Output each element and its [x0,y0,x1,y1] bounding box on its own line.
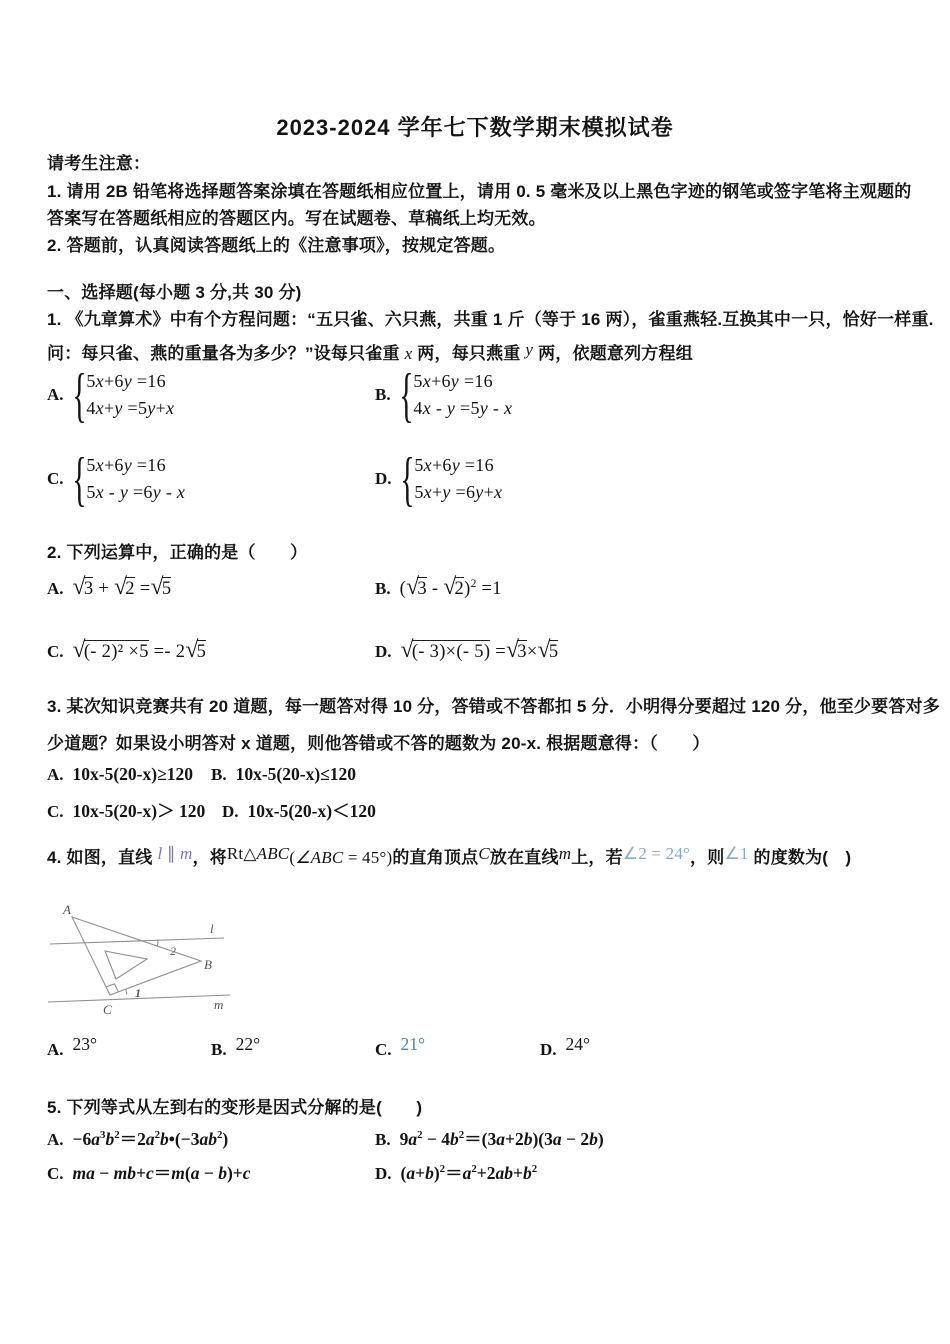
q5-option-a [47,1126,228,1151]
q1-option-c [47,446,186,512]
option-label: D. [222,802,239,821]
option-label: D. [540,1040,557,1059]
option-expression: 10x-5(20-x)＜120 [247,801,376,821]
q5-option-b [375,1126,604,1151]
section-1-heading: 一、选择题(每小题 3 分,共 30 分) [47,283,302,302]
q1-option-b [375,362,513,428]
question-1-line-1: 1. 《九章算术》中有个方程问题：“五只雀、六只燕，共重 1 斤（等于 16 两），雀重燕轻.互换其中一只，恰好一样重. [47,310,934,329]
q4-figure [48,897,248,1019]
option-label: D. [375,469,392,488]
option-label: A. [47,579,64,598]
equation-line: 5x - y =6y - x [86,482,186,502]
angle-2-label: 2 [170,944,176,958]
option-formula: $9a^2 - 4b^2=(3a+2b)(3a - 2b)$ [399,1129,604,1149]
q2-option-b [375,574,502,600]
equation-line: 5x+6y =16 [413,371,493,391]
equation-line: 4x+y =5y+x [86,398,175,418]
option-label: B. [375,1130,391,1149]
q2-option-c [47,637,207,663]
notice-heading: 请考生注意： [47,154,151,173]
equation-line: 5x+6y =16 [86,455,166,475]
equation-line: 5x+6y =16 [86,371,166,391]
option-label: C. [375,1040,392,1059]
option-label: C. [47,642,64,661]
option-label: C. [47,802,64,821]
notice-line-1: 1. 请用 2B 铅笔将选择题答案涂填在答题纸相应位置上，请用 0. 5 毫米及以上黑色字迹的钢笔或签字笔将主观题的 [47,182,912,201]
option-label: B. [375,385,391,404]
option-value: 22° [235,1034,261,1054]
angle-1-arc [126,989,127,995]
system-brace: { [71,362,87,428]
inner-triangle-hole [105,951,147,979]
option-expression: 10x-5(20-x)≥120 [72,764,193,784]
option-formula: √(- 3)×(- 5) =√3×√5 [400,637,559,663]
notice-line-3: 2. 答题前，认真阅读答题纸上的《注意事项》，按规定答题。 [47,236,506,255]
option-expression: 10x-5(20-x)≤120 [235,764,357,784]
option-label: D. [375,642,392,661]
q5-option-d [375,1160,537,1185]
q5-option-c [47,1160,251,1185]
q1-option-a [47,362,175,428]
vertex-label-b: B [204,957,212,972]
option-label: C. [47,469,64,488]
system-brace: { [398,362,414,428]
option-formula: √3 + √2 =√5 [72,574,172,600]
question-1-line-2: 问：每只雀、燕的重量各为多少？”设每只雀重 x 两，每只燕重 y 两，依题意列方程组 [47,340,693,363]
option-label: A. [47,1040,64,1059]
q4-option-b [211,1034,261,1060]
option-value: 23° [72,1034,98,1054]
option-formula: $-6a^3b^2=2a^2b•(-3ab^2)$ [72,1129,229,1149]
option-label: D. [375,1164,392,1183]
q4-option-c [375,1034,426,1060]
line-label-l: l [210,921,214,936]
notice-line-2: 答案写在答题纸相应的答题区内。写在试题卷、草稿纸上均无效。 [47,209,546,228]
angle-2-arc [157,940,158,946]
system-brace: { [71,446,87,512]
line-label-m: m [214,997,224,1012]
option-label: A. [47,765,64,784]
system-brace: { [399,446,415,512]
equation-line: 4x - y =5y - x [413,398,513,418]
triangle-abc [72,917,201,995]
q2-option-d [375,637,559,663]
equation-line: 5x+y =6y+x [414,482,503,502]
option-formula: (√3 - √2)$^2$ =1 [399,574,502,600]
option-formula: ma − mb+c＝m(a − b)+c [72,1163,251,1183]
option-label: A. [47,385,64,404]
option-label: B. [375,579,391,598]
question-2-heading: 2. 下列运算中，正确的是（ ） [47,543,308,562]
option-value: 24° [565,1034,591,1054]
option-value: 21° [400,1034,426,1054]
q3-option-a [47,764,193,785]
question-3-line-1: 3. 某次知识竞赛共有 20 道题，每一题答对得 10 分，答错或不答都扣 5 分．小明得分要超过 120 分，他至少要答对多 [47,697,940,716]
equation-line: 5x+6y =16 [414,455,494,475]
vertex-label-a: A [63,902,71,917]
question-3-line-2: 少道题？如果设小明答对 x 道题，则他答错或不答的题数为 20-x. 根据题意得：（ ） [47,734,710,753]
option-label: C. [47,1164,64,1183]
option-label: A. [47,1130,64,1149]
q3-option-c [47,798,205,823]
question-5-heading: 5. 下列等式从左到右的变形是因式分解的是( ) [47,1098,423,1117]
q2-option-a [47,574,172,600]
option-label: B. [211,765,227,784]
q3-option-d [222,798,376,823]
q4-option-a [47,1034,98,1060]
page-title: 2023-2024 学年七下数学期末模拟试卷 [276,115,674,140]
option-expression: 10x-5(20-x)＞ 120 [72,801,206,821]
vertex-label-c: C [103,1002,112,1017]
q3-option-b [211,764,356,785]
angle-1-label: 1 [135,986,141,1000]
option-formula: √(- 2)² ×5 =- 2√5 [72,637,207,663]
option-formula: $(a+b)^2=a^2+2ab+b^2$ [400,1163,538,1183]
q1-option-d [375,446,503,512]
question-4-text: 4. 如图，直线 l ∥ m，将Rt△ABC(∠ABC = 45°)的直角顶点C放在直线m上，若∠2 = 24°，则∠1 的度数为( ) [47,844,852,867]
option-label: B. [211,1040,227,1059]
q4-option-d [540,1034,591,1060]
